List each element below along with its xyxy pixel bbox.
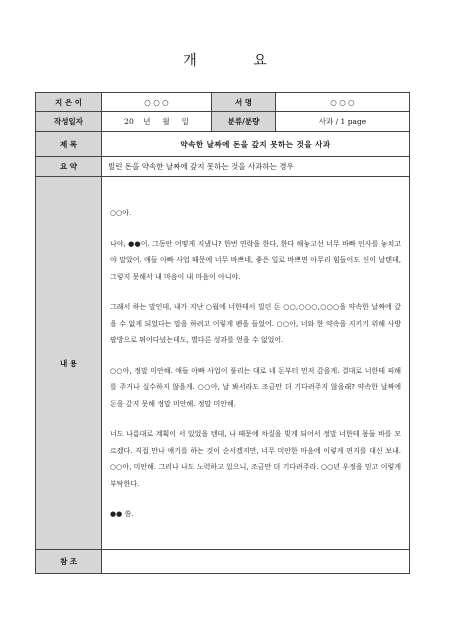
letter-paragraph: 나야, ●●이. 그동안 어떻게 지냈니? 한번 연락을 한다, 한다 해놓고선 너무 바빠 인사를 놓치고야 말았어. 애들 아빠 사업 때문에 너무 바쁘네, 좋은 일로 바쁘면 아무리 힘들어도 신이 날텐데, 그렇지 못해서 내 마음이 내 마음이 아니야. [110, 239, 401, 281]
author-label: 지 은 이 [36, 93, 102, 112]
note-label: 참 조 [36, 550, 102, 574]
sign-label: 서 명 [212, 93, 276, 112]
letter-paragraph: 너도 나름대로 계획이 서 있었을 텐데, 나 때문에 차질을 빚게 되어서 정말 너한테 몸둘 바를 모르겠다. 직접 만나 얘기를 하는 것이 순서겠지만, 너무 미안한 마음에 이렇게 편지를 대신 보내. ○○아, 미안해. 그러나 나도 노력하고 있으니, 조금만 더 기다려주라. ○○년 우정을 믿고 이렇게 부탁한다. [110, 430, 401, 488]
category-value: 사과 / 1 page [276, 112, 410, 132]
subject-row [36, 132, 410, 157]
subject-value: 약속한 날짜에 돈을 갚지 못하는 것을 사과 [102, 132, 410, 157]
document-form-table [35, 92, 410, 574]
letter-paragraph: ○○아, 정말 미안해. 애들 아빠 사업이 풀리는 대로 네 돈부터 먼저 갚을게. 결대로 너한테 피해를 주거나 실수하지 않을게. ○○아, 날 봐서라도 조금만 더 기다려주지 않을래? 약속한 날짜에 돈을 갚지 못해 정말 미안해. 정말 미안해. [110, 366, 401, 408]
date-label: 작성일자 [36, 112, 102, 132]
category-label: 분류/분량 [212, 112, 276, 132]
letter-closing: ●● 씀. [110, 510, 134, 519]
author-row [36, 93, 410, 112]
author-value: ○ ○ ○ [102, 93, 212, 112]
summary-label: 요 약 [36, 157, 102, 177]
date-row [36, 112, 410, 132]
letter-body [102, 177, 410, 550]
note-value [102, 550, 410, 574]
letter-paragraph: 그래서 하는 말인데, 내가 지난 ○월에 너한테서 빌린 돈 ○○,○○○,○○○을 약속한 날짜에 갚을 수 없게 되었다는 말을 하려고 이렇게 펜을 들었어. ○○아, 너와 한 약속을 지키기 위해 사방팔방으로 뛰어다녔는데도, 별다른 성과를 얻을 수 없었어. [110, 303, 401, 345]
sign-value: ○ ○ ○ [276, 93, 410, 112]
summary-value: 빌린 돈을 약속한 날짜에 갚지 못하는 것을 사과하는 경우 [102, 157, 410, 177]
letter-greeting: ○○아. [110, 209, 132, 218]
page-title: 개 요 [183, 53, 293, 69]
summary-row [36, 157, 410, 177]
date-value: 20 년 월 일 [102, 112, 212, 132]
content-row [36, 177, 410, 550]
subject-label: 제 목 [36, 132, 102, 157]
content-label: 내 용 [36, 177, 102, 550]
note-row [36, 550, 410, 574]
